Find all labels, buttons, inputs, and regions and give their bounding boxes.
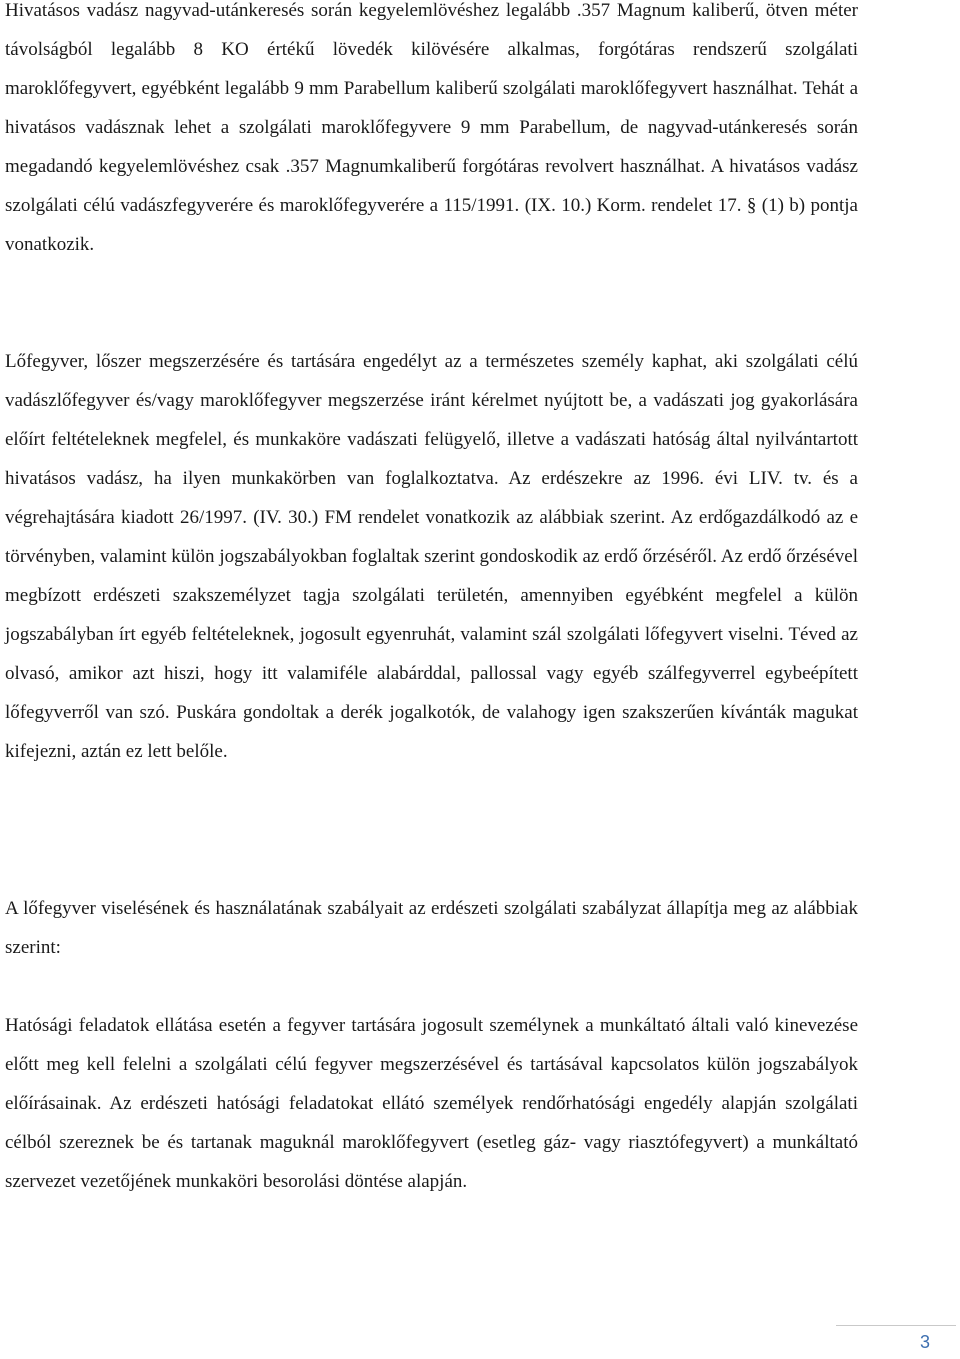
- page-number: 3: [919, 1332, 930, 1352]
- paragraph-4: Hatósági feladatok ellátása esetén a fegyver tartására jogosult személynek a munkáltató általi való kinevezése előtt meg kell felelni a szolgálati célú fegyver megszerzésével és tartásával kapcsolatos külön jogszabályok előírásainak. Az erdészeti hatósági feladatokat ellátó személyek rendőrhatósági engedély alapján szolgálati célból szereznek be és tartanak maguknál maroklőfegyvert (esetleg gáz- vagy riasztófegyvert) a munkáltató szervezet vezetőjének munkaköri besorolási döntése alapján.: [5, 1015, 858, 1192]
- paragraph-3: A lőfegyver viselésének és használatának szabályait az erdészeti szolgálati szabályzat állapítja meg az alábbiak szerint:: [5, 898, 858, 958]
- paragraph-1: Hivatásos vadász nagyvad-utánkeresés során kegyelemlövéshez legalább .357 Magnum kaliberű, ötven méter távolságból legalább 8 KO értékű lövedék kilövésére alkalmas, forgótáras rendszerű szolgálati maroklőfegyvert, egyébként legalább 9 mm Parabellum kaliberű szolgálati maroklőfegyvert használhat. Tehát a hivatásos vadásznak lehet a szolgálati maroklőfegyvere 9 mm Parabellum, de nagyvad-utánkeresés során megadandó kegyelemlövéshez csak .357 Magnumkaliberű forgótáras revolvert használhat. A hivatásos vadász szolgálati célú vadászfegyverére és maroklőfegyverére a 115/1991. (IX. 10.) Korm. rendelet 17. § (1) b) pontja vonatkozik.: [5, 0, 858, 255]
- paragraph-2: Lőfegyver, lőszer megszerzésére és tartására engedélyt az a természetes személy kaphat, aki szolgálati célú vadászlőfegyver és/vagy maroklőfegyver megszerzése iránt kérelmet nyújtott be, a vadászati jog gyakorlására előírt feltételeknek megfelel, és munkaköre vadászati felügyelő, illetve a vadászati hatóság által nyilvántartott hivatásos vadász, ha ilyen munkakörben van foglalkoztatva. Az erdészekre az 1996. évi LIV. tv. és a végrehajtására kiadott 26/1997. (IV. 30.) FM rendelet vonatkozik az alábbiak szerint. Az erdőgazdálkodó az e törvényben, valamint külön jogszabályokban foglaltak szerint gondoskodik az erdő őrzéséről. Az erdő őrzésével megbízott erdészeti szakszemélyzet tagja szolgálati területén, amennyiben egyébként megfelel a külön jogszabályban írt egyéb feltételeknek, jogosult egyenruhát, valamint szál szolgálati lőfegyvert viselni. Téved az olvasó, amikor azt hiszi, hogy itt valamiféle alabárddal, pallossal vagy egyéb szálfegyverrel egybeépített lőfegyverről van szó. Puskára gondoltak a derék jogalkotók, de valahogy igen szakszerűen kívánták magukat kifejezni, aztán ez lett belőle.: [5, 351, 858, 762]
- footer-divider: [836, 1325, 956, 1326]
